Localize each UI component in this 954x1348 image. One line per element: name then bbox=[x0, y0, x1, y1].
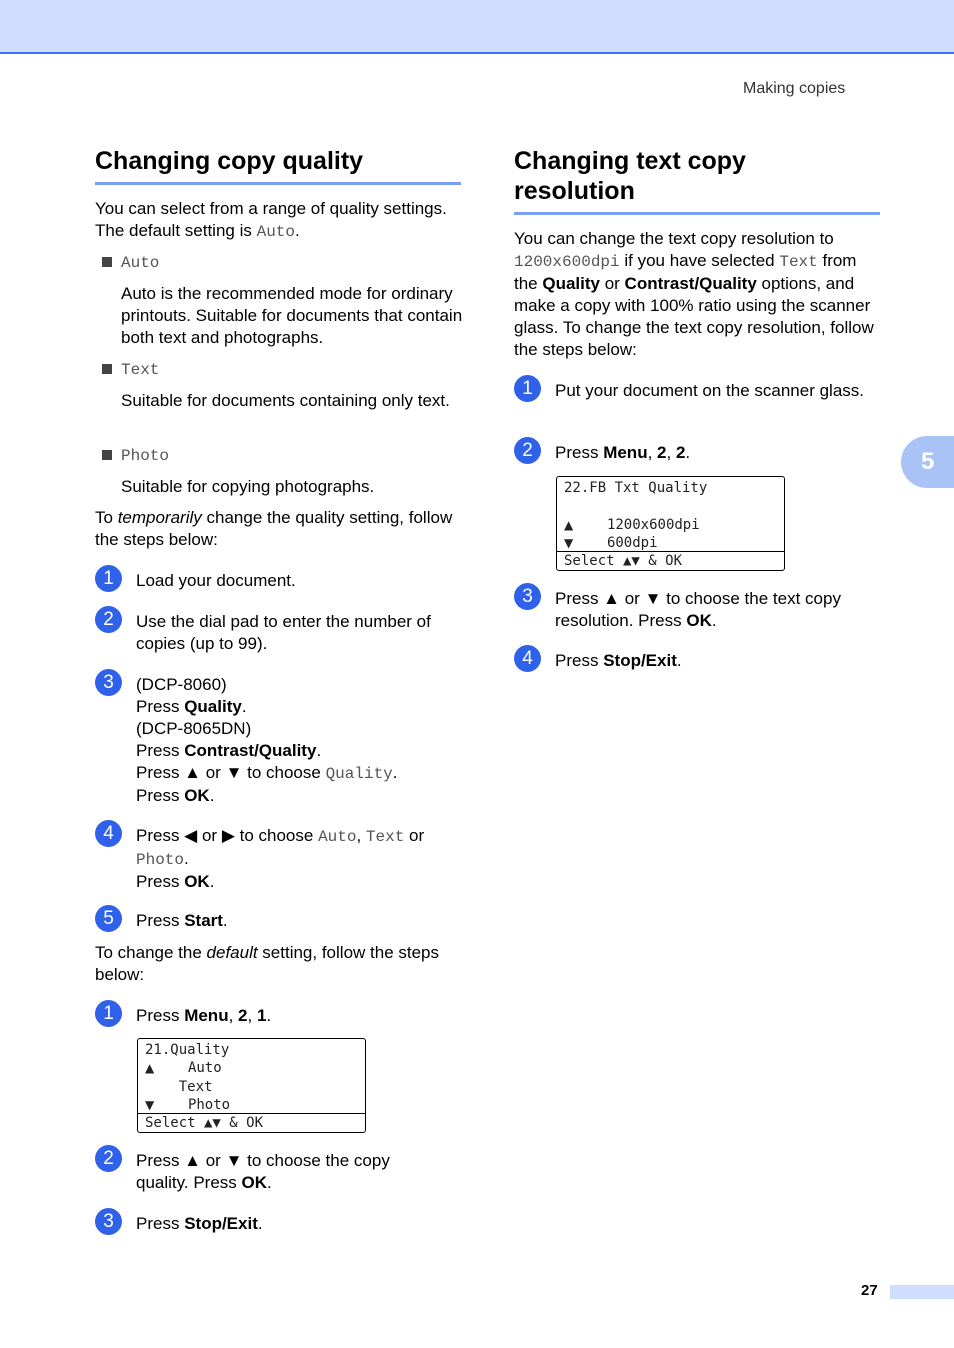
step-number-icon: 1 bbox=[95, 1000, 122, 1027]
res-step-3: Press ▲ or ▼ to choose the text copy resolution. Press OK. bbox=[555, 589, 841, 630]
page-number: 27 bbox=[861, 1282, 878, 1299]
step-number-icon: 2 bbox=[514, 437, 541, 464]
step-number-icon: 3 bbox=[95, 669, 122, 696]
step-number-icon: 4 bbox=[95, 820, 122, 847]
down-arrow-icon: ▼ bbox=[145, 1098, 155, 1112]
option-auto-desc: Auto is the recommended mode for ordinary printouts. Suitable for documents that contain both text and photographs. bbox=[121, 284, 463, 347]
bullet-square-icon bbox=[102, 257, 112, 267]
lcd-footer: Select ▲▼ & OK bbox=[145, 1115, 264, 1131]
intro-paragraph: You can select from a range of quality settings. The default setting is Auto. bbox=[95, 199, 447, 241]
option-auto-name: Auto bbox=[121, 254, 160, 272]
bullet-square-icon bbox=[102, 450, 112, 460]
resolution-intro: You can change the text copy resolution to 1200x600dpi if you have selected Text from the Quality or Contrast/Quality options, and make a copy with 100% ratio using the scanner glass. To change the text copy resolution, follow the steps below: bbox=[514, 229, 874, 359]
lcd-footer: Select ▲▼ & OK bbox=[564, 553, 683, 569]
step-number-icon: 4 bbox=[514, 645, 541, 672]
step-number-icon: 5 bbox=[95, 905, 122, 932]
lcd-line-3: ▼ 600dpi bbox=[564, 535, 658, 551]
section-title-text-resolution: Changing text copy resolution bbox=[514, 146, 880, 215]
temp-step-1: Load your document. bbox=[136, 571, 296, 590]
temp-step-4: Press ◀ or ▶ to choose Auto, Text or Photo. Press OK. bbox=[136, 826, 425, 891]
default-step-2: Press ▲ or ▼ to choose the copy quality. Press OK. bbox=[136, 1151, 390, 1192]
temp-step-3: (DCP-8060) Press Quality. (DCP-8065DN) Press Contrast/Quality. Press ▲ or ▼ to choose Quality. Press OK. bbox=[136, 675, 398, 805]
bullet-square-icon bbox=[102, 364, 112, 374]
up-arrow-icon: ▲ bbox=[145, 1061, 155, 1075]
down-arrow-icon: ▼ bbox=[564, 536, 574, 550]
lcd-line-1: 22.FB Txt Quality bbox=[564, 480, 708, 496]
option-photo-name: Photo bbox=[121, 447, 170, 465]
chapter-tab bbox=[901, 436, 954, 488]
lcd-line-3: Text bbox=[145, 1079, 213, 1095]
step-number-icon: 3 bbox=[95, 1208, 122, 1235]
step-number-icon: 3 bbox=[514, 583, 541, 610]
res-step-4: Press Stop/Exit. bbox=[555, 651, 682, 670]
section-title-copy-quality: Changing copy quality bbox=[95, 146, 461, 185]
step-number-icon: 1 bbox=[514, 375, 541, 402]
header-band bbox=[0, 0, 954, 54]
option-text-name: Text bbox=[121, 361, 160, 379]
option-text-desc: Suitable for documents containing only text. bbox=[121, 391, 450, 410]
up-arrow-icon: ▲ bbox=[564, 518, 574, 532]
default-step-3: Press Stop/Exit. bbox=[136, 1214, 263, 1233]
lcd-line-4: ▼ Photo bbox=[145, 1097, 231, 1113]
footer-band bbox=[890, 1285, 954, 1299]
chapter-number: 5 bbox=[921, 448, 935, 475]
res-step-2: Press Menu, 2, 2. bbox=[555, 443, 691, 462]
default-intro: To change the default setting, follow the steps below: bbox=[95, 943, 440, 984]
default-step-1: Press Menu, 2, 1. bbox=[136, 1006, 272, 1025]
step-number-icon: 2 bbox=[95, 1145, 122, 1172]
res-step-1: Put your document on the scanner glass. bbox=[555, 381, 865, 400]
lcd-display-resolution bbox=[556, 476, 785, 571]
lcd-line-1: 21.Quality bbox=[145, 1042, 230, 1058]
step-number-icon: 1 bbox=[95, 565, 122, 592]
lcd-line-2: ▲ Auto bbox=[145, 1060, 222, 1076]
lcd-display-quality bbox=[137, 1038, 366, 1133]
temporary-intro: To temporarily change the quality setting, follow the steps below: bbox=[95, 508, 453, 549]
lcd-line-2: ▲ 1200x600dpi bbox=[564, 517, 700, 533]
running-header: Making copies bbox=[743, 80, 846, 97]
temp-step-5: Press Start. bbox=[136, 911, 228, 930]
temp-step-2: Use the dial pad to enter the number of copies (up to 99). bbox=[136, 612, 431, 653]
step-number-icon: 2 bbox=[95, 606, 122, 633]
option-photo-desc: Suitable for copying photographs. bbox=[121, 477, 375, 496]
